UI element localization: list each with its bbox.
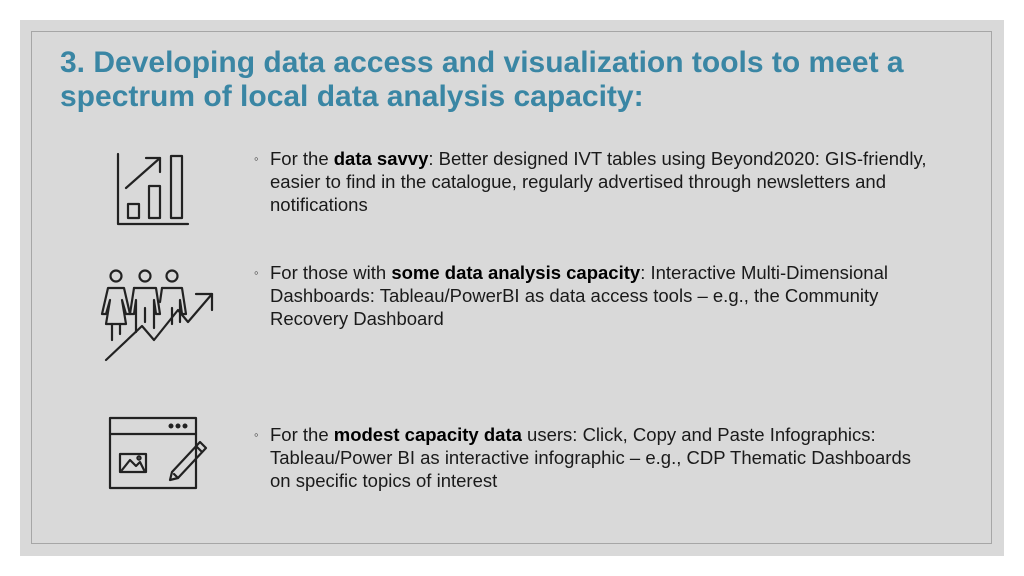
bullet-prefix: For those with: [270, 262, 392, 283]
bullet-rest: users: Click, Copy and Paste Infographics: Tableau/Power BI as interactive infographic – e.g., CDP Thematic Dashboards on specific topics of interest: [270, 424, 911, 491]
bullet-some-capacity: [254, 261, 934, 330]
bullet-modest-capacity: [254, 423, 934, 492]
web-design-icon: [108, 416, 208, 490]
bullet-rest: : Better designed IVT tables using Beyond2020: GIS-friendly, easier to find in the catalogue, regularly advertised through newsletters and notifications: [270, 148, 927, 215]
bullet-rest: : Interactive Multi-Dimensional Dashboards: Tableau/PowerBI as data access tools – e.g., the Community Recovery Dashboard: [270, 262, 888, 329]
slide-title: 3. Developing data access and visualization tools to meet a spectrum of local data analysis capacity:: [60, 46, 904, 113]
bullet-bold-term: some data analysis capacity: [391, 262, 641, 283]
bullet-bold-term: data savvy: [333, 148, 429, 169]
bullet-marker: ◦: [254, 427, 259, 442]
people-growth-icon: [100, 268, 216, 362]
bullet-prefix: For the: [270, 148, 334, 169]
bullet-bold-term: modest capacity data: [333, 424, 522, 445]
bullet-marker: ◦: [254, 151, 259, 166]
bullet-marker: ◦: [254, 265, 259, 280]
bullet-data-savvy: [254, 147, 934, 216]
growth-chart-icon: [114, 152, 190, 228]
bullet-prefix: For the: [270, 424, 334, 445]
